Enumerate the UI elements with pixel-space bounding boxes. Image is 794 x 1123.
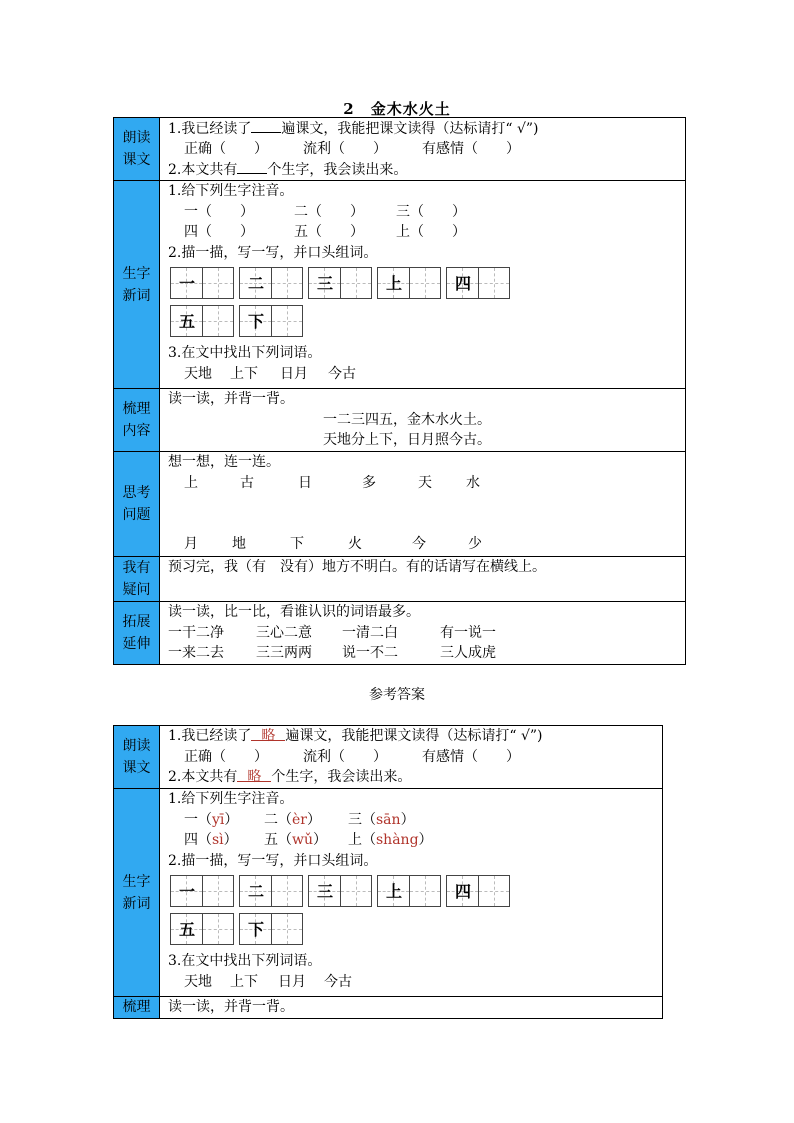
writing-grid-row [168, 263, 685, 305]
writing-grid-cell: 下 [239, 913, 303, 945]
writing-grid-cell[interactable]: 五 [170, 305, 234, 337]
section-doubt: 我有 疑问 预习完，我（有 没有）地方不明白。有的话请写在横线上。 [114, 557, 686, 602]
answer-blank: 略 [251, 726, 285, 741]
writing-grid-cell[interactable]: 上 [377, 267, 441, 299]
section-extend: 拓展 延伸 读一读，比一比，看谁认识的词语最多。 一干二净 三心二意 一清二白 有一说一 一来二去 三三两两 说一不二 三人成虎 [114, 602, 686, 665]
section-label: 朗读 课文 [114, 118, 160, 181]
writing-grid-cell: 四 [446, 875, 510, 907]
writing-grid-cell[interactable]: 三 [308, 267, 372, 299]
char-count-blank[interactable] [237, 159, 267, 174]
writing-grid-row [168, 913, 662, 951]
times-read-blank[interactable] [251, 118, 281, 133]
answer-section-chars: 生字 新词 1.给下列生字注音。 一（yī） 二（èr） 三（sān） 四（sì） 五（wǔ） 上（shàng） 2.描一描，写一写，并口头组词。 一 二 三 上 四 五 下 3.在文中找出下列词语。 天地 上下 日月 今古 [114, 789, 663, 997]
preview-worksheet-table [113, 117, 686, 665]
page-title: 2 金木水火土 [343, 100, 451, 118]
section-think: 思考 问题 想一想，连一连。 上 古 日 多 天 水 月 地 下 火 今 少 [114, 452, 686, 557]
answer-section-review: 梳理 读一读，并背一背。 [114, 997, 663, 1019]
writing-grid-cell: 一 [170, 875, 234, 907]
section-read: 朗读 课文 1.我已经读了 遍课文，我能把课文读得（达标请打“ √”) 正确（ ） 流利（ ） 有感情（ ） 2.本文共有 个生字，我会读出来。 [114, 118, 686, 181]
answer-blank: 略 [237, 767, 271, 782]
writing-grid-cell: 三 [308, 875, 372, 907]
match-bottom-row: 月 地 下 火 今 少 [184, 536, 482, 553]
section-review: 梳理 内容 读一读，并背一背。 一二三四五，金木水火土。 天地分上下，日月照今古。 [114, 389, 686, 452]
writing-grid-cell[interactable]: 四 [446, 267, 510, 299]
writing-grid-row [168, 305, 685, 343]
writing-grid-cell[interactable]: 一 [170, 267, 234, 299]
writing-grid-cell[interactable]: 二 [239, 267, 303, 299]
answer-title: 参考答案 [369, 687, 425, 703]
writing-grid-cell[interactable]: 下 [239, 305, 303, 337]
answer-section-read: 朗读 课文 1.我已经读了 略 遍课文，我能把课文读得（达标请打“ √”) 正确（ ） 流利（ ） 有感情（ ） 2.本文共有 略 个生字，我会读出来。 [114, 726, 663, 789]
section-chars: 生字 新词 1.给下列生字注音。 一（ ） 二（ ） 三（ ） 四（ ） 五（ ） 上（ ） 2.描一描，写一写，并口头组词。 一 二 三 上 四 五 下 3.在文中找出下列词语。 天地 上下 日月 今古 [114, 181, 686, 389]
answer-table [113, 725, 663, 1019]
writing-grid-row [168, 871, 662, 913]
writing-grid-cell: 上 [377, 875, 441, 907]
writing-grid-cell: 二 [239, 875, 303, 907]
match-top-row: 上 古 日 多 天 水 [184, 474, 480, 491]
writing-grid-cell: 五 [170, 913, 234, 945]
